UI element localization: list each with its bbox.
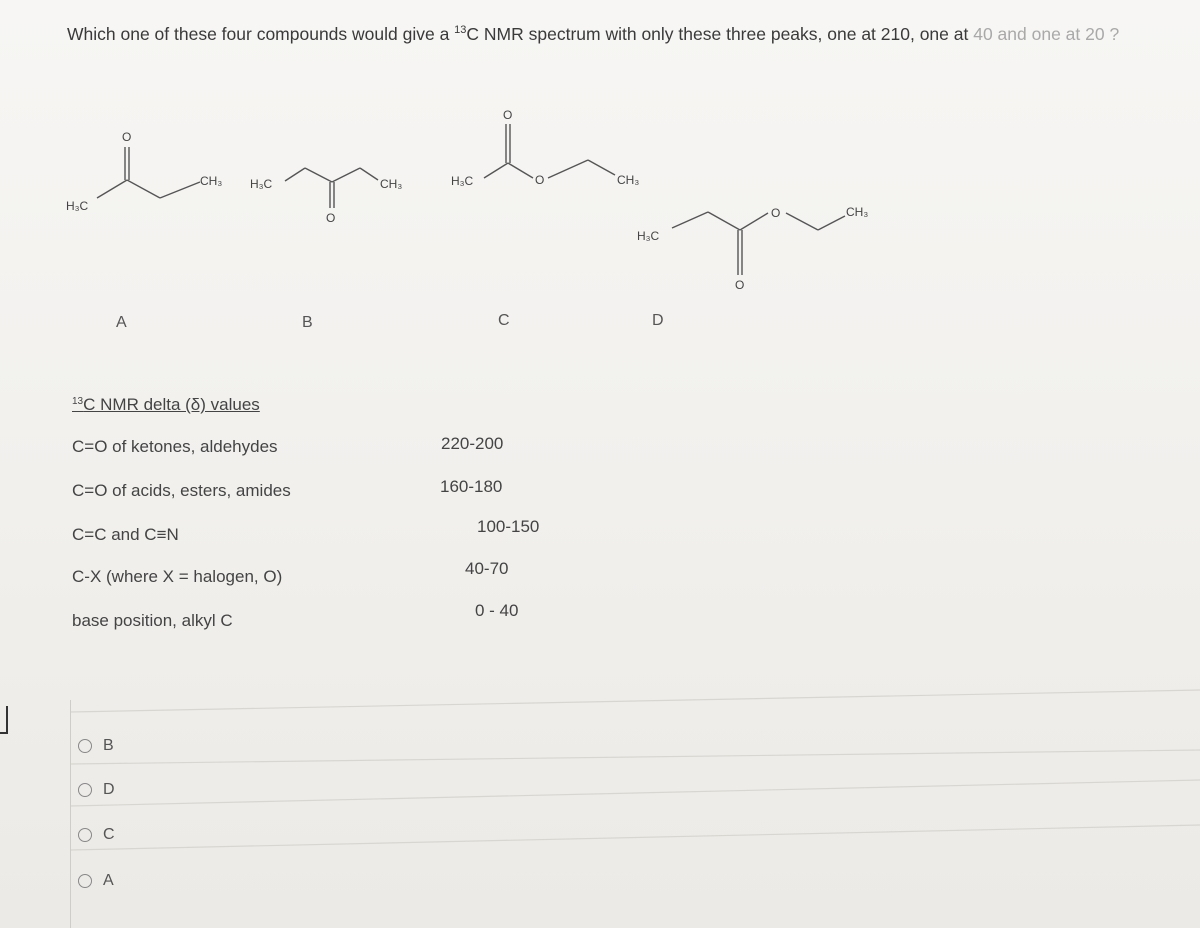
nmr-row-label: C=C and C≡N (72, 525, 179, 544)
question-text: Which one of these four compounds would give a $^{13}$C NMR spectrum with only these three peaks, one at 210, one at 40 and one at 20 ? (67, 24, 1120, 44)
compound-d-ester-oxygen: O (771, 206, 781, 220)
radio-circle-icon[interactable] (78, 739, 92, 753)
nmr-row-label: C-X (where X = halogen, O) (72, 567, 283, 586)
choice-label: D (103, 781, 115, 798)
nmr-row-label: C=O of ketones, aldehydes (72, 437, 278, 456)
choice-b[interactable] (78, 737, 114, 755)
compound-c-methyl-right: CH₃ (617, 173, 640, 187)
compound-c-oxygen: O (503, 108, 513, 122)
choice-label: B (103, 737, 114, 754)
nmr-row-label: base position, alkyl C (72, 611, 233, 630)
choice-label: A (103, 872, 114, 889)
compound-a-label: A (116, 314, 127, 331)
compound-d-methyl-right: CH₃ (846, 205, 869, 219)
compound-d-oxygen: O (735, 278, 745, 292)
nmr-row-value: 100-150 (477, 517, 540, 536)
compound-b-methyl-left: H₃C (250, 177, 273, 191)
compound-d-methyl-left: H₃C (637, 229, 660, 243)
answer-left-rule (70, 700, 71, 928)
compound-b-label: B (302, 314, 313, 331)
compound-c-methyl-left: H₃C (451, 174, 474, 188)
compound-b-oxygen: O (326, 211, 336, 225)
choice-a[interactable] (78, 872, 114, 890)
nmr-row-value: 0 - 40 (475, 601, 519, 620)
compound-b-methyl-right: CH₃ (380, 177, 403, 191)
compound-c-label: C (498, 312, 510, 329)
compound-a-methyl-left: H₃C (66, 199, 89, 213)
choice-d[interactable] (78, 781, 115, 799)
nmr-row-value: 220-200 (441, 434, 504, 453)
radio-circle-icon[interactable] (78, 874, 92, 888)
nmr-row-value: 40-70 (465, 559, 509, 578)
nmr-row-label: C=O of acids, esters, amides (72, 481, 291, 500)
radio-circle-icon[interactable] (78, 783, 92, 797)
choice-label: C (103, 826, 115, 843)
radio-circle-icon[interactable] (78, 828, 92, 842)
nmr-row-value: 160-180 (440, 477, 503, 496)
compound-d-label: D (652, 312, 664, 329)
choice-c[interactable] (78, 826, 115, 844)
compound-a-oxygen: O (122, 130, 132, 144)
compound-a-methyl-right: CH₃ (200, 174, 223, 188)
nmr-table-title: $^{13}$C NMR delta (δ) values (72, 395, 260, 414)
compound-c-ester-oxygen: O (535, 173, 545, 187)
